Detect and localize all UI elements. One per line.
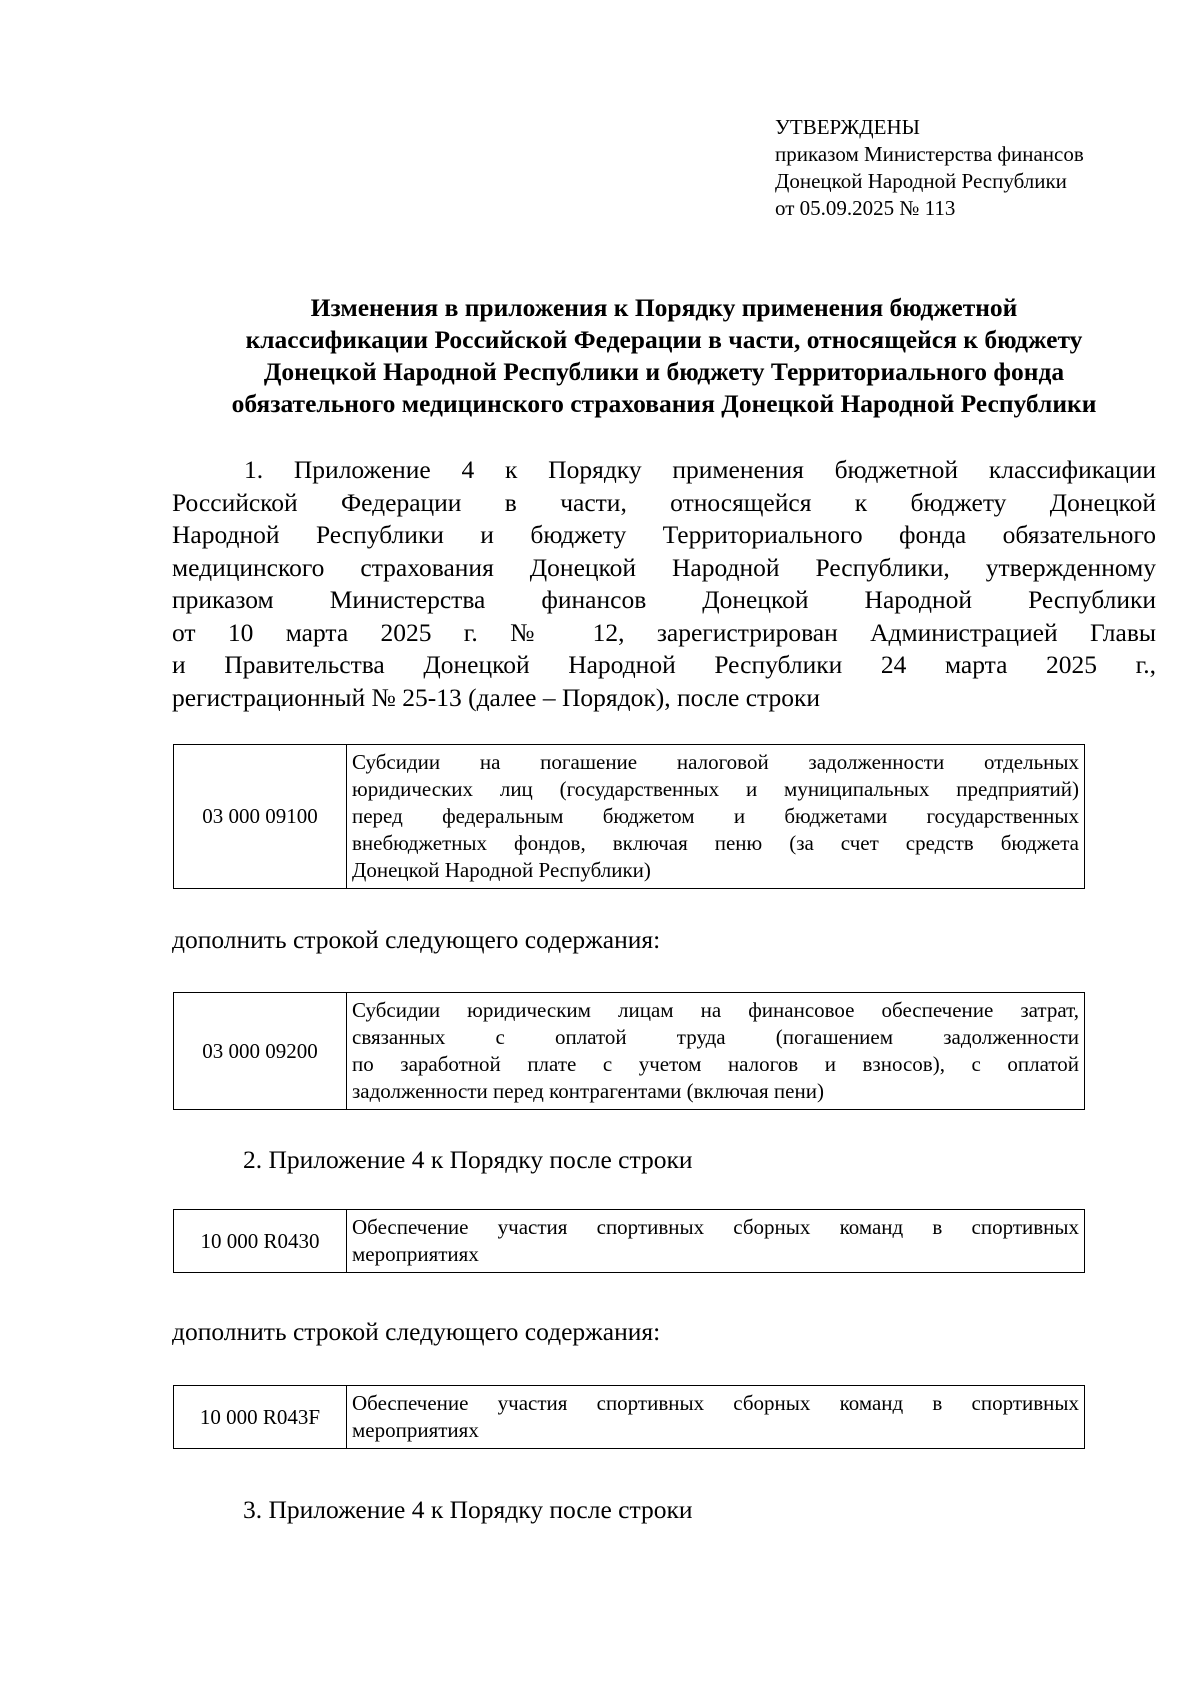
paragraph-line: регистрационный № 25-13 (далее – Порядок), после строки [172, 682, 821, 712]
description-line: юридических лиц (государственных и муниципальных предприятий) [352, 777, 1079, 801]
title-line: классификации Российской Федерации в части, относящейся к бюджету [245, 325, 1083, 354]
description-line: по заработной плате с учетом налогов и взносов), с оплатой [352, 1052, 1079, 1076]
paragraph-line: медицинского страхования Донецкой Народной Республики, утвержденному [172, 552, 1156, 582]
budget-description-cell [347, 1386, 1085, 1449]
description-line: внебюджетных фондов, включая пеню (за счет средств бюджета [352, 831, 1079, 855]
title-line: Изменения в приложения к Порядку применения бюджетной [310, 293, 1018, 322]
description-line: мероприятиях [352, 1242, 479, 1266]
budget-code-cell: 03 000 09200 [174, 993, 347, 1110]
budget-description-cell [347, 745, 1085, 889]
description-line: Донецкой Народной Республики) [352, 858, 651, 882]
paragraph-line: от 10 марта 2025 г. № 12, зарегистрирован Администрацией Главы [172, 617, 1156, 647]
paragraph-3: 3. Приложение 4 к Порядку после строки [243, 1495, 693, 1524]
approval-ministry-line: Донецкой Народной Республики [775, 169, 1067, 193]
description-line: Субсидии на погашение налоговой задолженности отдельных [352, 750, 1079, 774]
paragraph-2: 2. Приложение 4 к Порядку после строки [243, 1145, 693, 1174]
budget-description-cell [347, 1210, 1085, 1273]
paragraph-line: приказом Министерства финансов Донецкой Народной Республики [172, 585, 1156, 614]
budget-code-cell: 10 000 R0430 [174, 1210, 347, 1273]
budget-description-cell [347, 993, 1085, 1110]
description-line: задолженности перед контрагентами (включая пени) [352, 1079, 824, 1103]
description-line: Обеспечение участия спортивных сборных команд в спортивных [352, 1391, 1079, 1415]
budget-code-cell: 03 000 09100 [174, 745, 347, 889]
supplement-text: дополнить строкой следующего содержания: [172, 1317, 661, 1346]
paragraph-line: и Правительства Донецкой Народной Республики 24 марта 2025 г., [172, 650, 1156, 679]
description-line: связанных с оплатой труда (погашением задолженности [352, 1025, 1079, 1049]
table-row [174, 745, 1085, 889]
table-row [174, 993, 1085, 1110]
approval-block [775, 114, 1084, 222]
supplement-text: дополнить строкой следующего содержания: [172, 925, 661, 954]
budget-code-table-2 [173, 992, 1085, 1110]
approval-date-number: от 05.09.2025 № 113 [775, 196, 956, 220]
budget-code-table-1 [173, 744, 1085, 889]
description-line: Субсидии юридическим лицам на финансовое обеспечение затрат, [352, 998, 1079, 1022]
paragraph-line: 1. Приложение 4 к Порядку применения бюджетной классификации [244, 455, 1156, 484]
approval-heading: УТВЕРЖДЕНЫ [775, 115, 920, 139]
table-row [174, 1386, 1085, 1449]
description-line: мероприятиях [352, 1418, 479, 1442]
table-row [174, 1210, 1085, 1273]
title-line: Донецкой Народной Республики и бюджету Территориального фонда [263, 357, 1065, 386]
description-line: перед федеральным бюджетом и бюджетами государственных [352, 804, 1079, 828]
description-line: Обеспечение участия спортивных сборных команд в спортивных [352, 1215, 1079, 1239]
budget-code-table-3 [173, 1209, 1085, 1273]
title-line: обязательного медицинского страхования Донецкой Народной Республики [231, 389, 1097, 418]
budget-code-table-4 [173, 1385, 1085, 1449]
paragraph-1 [172, 454, 1156, 714]
approval-order-line: приказом Министерства финансов [775, 142, 1084, 166]
paragraph-line: Народной Республики и бюджету Территориального фонда обязательного [172, 520, 1156, 549]
paragraph-line: Российской Федерации в части, относящейся к бюджету Донецкой [172, 487, 1156, 517]
document-title [172, 292, 1156, 420]
budget-code-cell: 10 000 R043F [174, 1386, 347, 1449]
